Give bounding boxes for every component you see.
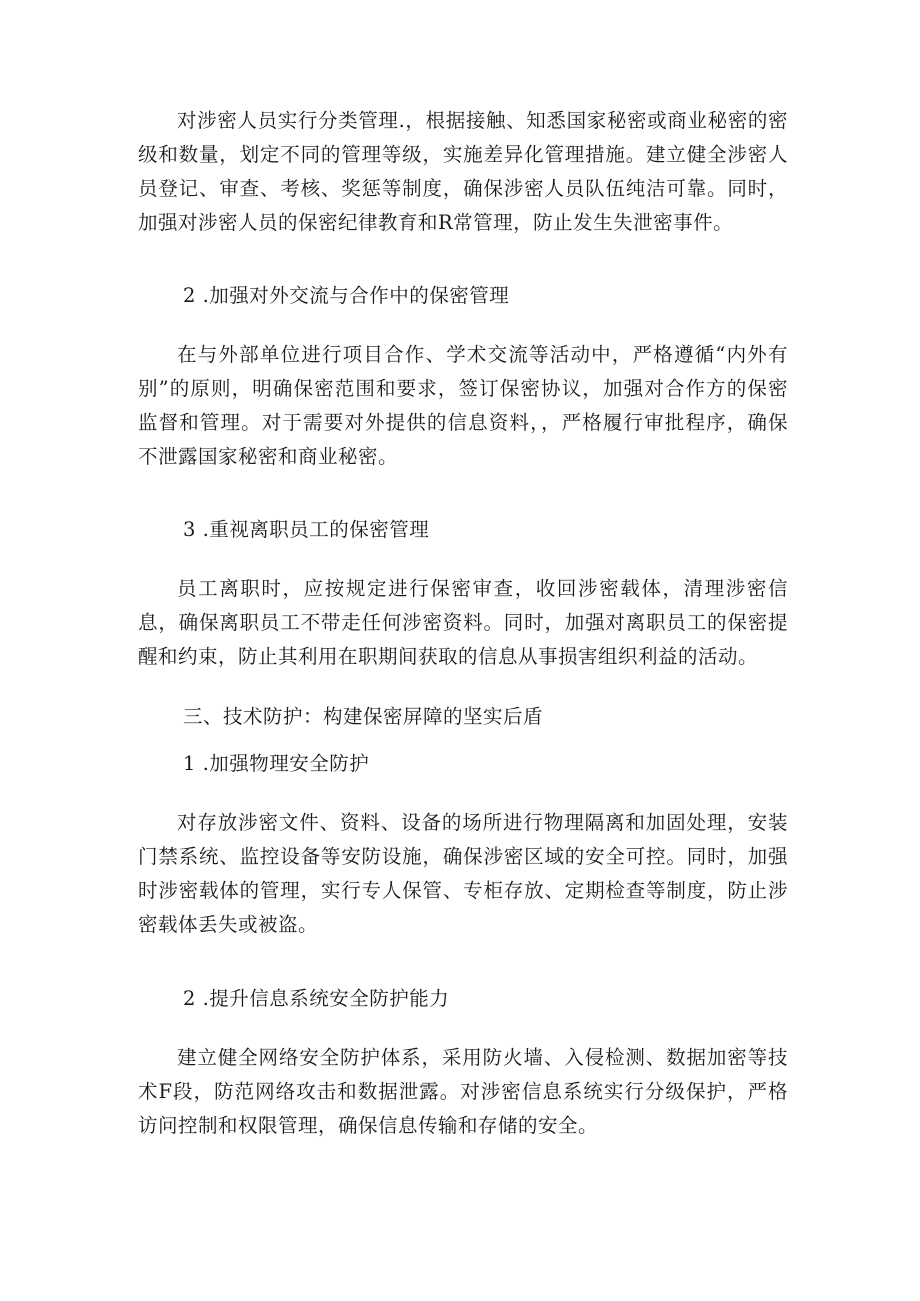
- paragraph-physical-security: 对存放涉密文件、资料、设备的场所进行物理隔离和加固处理，安装门禁系统、监控设备等安防设施，确保涉密区域的安全可控。同时，加强时涉密载体的管理，实行专人保管、专柜存放、定期检查等制度，防止涉密载体丢失或被盗。: [138, 811, 788, 936]
- paragraph-external-exchange: 在与外部单位进行项目合作、学术交流等活动中，严格遵循“内外有别”的原则，明确保密范围和要求，签订保密协议，加强对合作方的保密监督和管理。对于需要对外提供的信息资料，，严格履行审批程序，确保不泄露国家秘密和商业秘密。: [138, 343, 788, 468]
- heading-departing-employees: 3 .重视离职员工的保密管理: [183, 518, 430, 541]
- heading-information-system-security: 2 .提升信息系统安全防护能力: [183, 987, 450, 1010]
- section-heading-technical-protection: 三、技术防护：构建保密屏障的坚实后盾: [183, 705, 544, 728]
- heading-physical-security: 1 .加强物理安全防护: [183, 752, 370, 775]
- heading-external-exchange: 2 .加强对外交流与合作中的保密管理: [183, 284, 510, 307]
- paragraph-information-system-security: 建立健全网络安全防护体系，采用防火墙、入侵检测、数据加密等技术F段，防范网络攻击和数据泄露。对涉密信息系统实行分级保护，严格访问控制和权限管理，确保信息传输和存储的安全。: [138, 1046, 788, 1137]
- paragraph-classified-personnel: 对涉密人员实行分类管理.，根据接触、知悉国家秘密或商业秘密的密级和数量，划定不同的管理等级，实施差异化管理措施。建立健全涉密人员登记、审查、考核、奖惩等制度，确保涉密人员队伍纯洁可靠。同时，加强对涉密人员的保密纪律教育和R常管理，防止发生失泄密事件。: [138, 109, 788, 234]
- paragraph-departing-employees: 员工离职时，应按规定进行保密审查，收回涉密载体，清理涉密信息，确保离职员工不带走任何涉密资料。同时，加强对离职员工的保密提醒和约束，防止其利用在职期间获取的信息从事损害组织利益的活动。: [138, 577, 788, 668]
